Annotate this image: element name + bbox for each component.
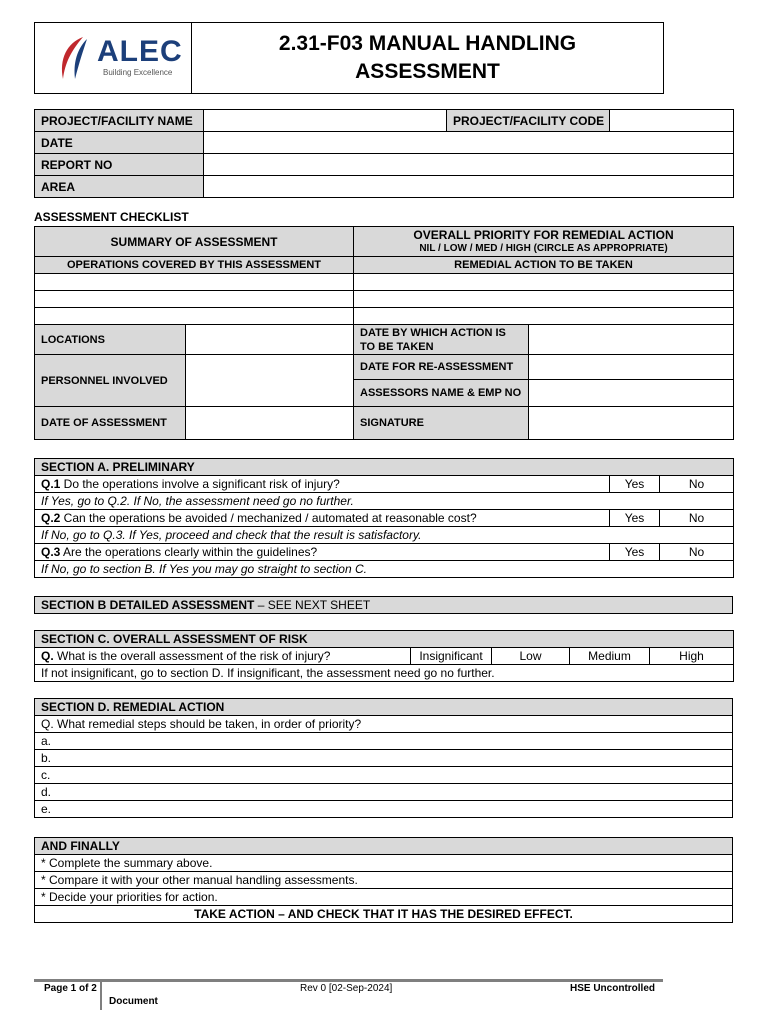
facility-code-field[interactable]: [610, 110, 734, 132]
locations-label: LOCATIONS: [35, 325, 186, 355]
report-no-label: REPORT NO: [35, 154, 204, 176]
logo-tagline: Building Excellence: [103, 68, 173, 77]
q1-note: If Yes, go to Q.2. If No, the assessment need go no further.: [35, 493, 734, 510]
q3-number: Q.3: [41, 545, 61, 559]
footer-divider: [100, 982, 102, 1010]
risk-question-text: What is the overall assessment of the risk of injury?: [53, 649, 331, 663]
date-label: DATE: [35, 132, 204, 154]
date-assessment-label: DATE OF ASSESSMENT: [35, 407, 186, 440]
operations-field-3[interactable]: [35, 308, 354, 325]
q1-yes-option[interactable]: Yes: [610, 476, 660, 493]
priority-options: NIL / LOW / MED / HIGH (CIRCLE AS APPROPRIATE): [419, 242, 668, 254]
document-header: [34, 22, 664, 94]
q2-question: [35, 510, 610, 527]
q1-number: Q.1: [41, 477, 61, 491]
facility-code-label: PROJECT/FACILITY CODE: [447, 110, 610, 132]
risk-option-low[interactable]: Low: [492, 648, 570, 665]
q3-yes-option[interactable]: Yes: [610, 544, 660, 561]
signature-label: SIGNATURE: [354, 407, 529, 440]
q3-note: If No, go to section B. If Yes you may go straight to section C.: [35, 561, 734, 578]
operations-field-2[interactable]: [35, 291, 354, 308]
section-b-label: SECTION B DETAILED ASSESSMENT: [41, 598, 255, 612]
q1-question: [35, 476, 610, 493]
footer-rule: [34, 979, 663, 982]
q3-question: [35, 544, 610, 561]
locations-field[interactable]: [186, 325, 354, 355]
assessors-field[interactable]: [529, 380, 734, 407]
footer-control-status: HSE Uncontrolled: [570, 983, 656, 994]
document-title: [192, 23, 663, 93]
remedial-field-2[interactable]: [354, 291, 734, 308]
logo-swoosh-icon: [53, 33, 103, 83]
date-field[interactable]: [204, 132, 734, 154]
q2-text: Can the operations be avoided / mechanized / automated at reasonable cost?: [60, 511, 477, 525]
finally-item-3: * Decide your priorities for action.: [35, 889, 733, 906]
risk-question: [35, 648, 411, 665]
signature-field[interactable]: [529, 407, 734, 440]
assessment-checklist-table: [34, 226, 734, 440]
section-c-title: SECTION C. OVERALL ASSESSMENT OF RISK: [35, 631, 734, 648]
title-line-2: ASSESSMENT: [355, 60, 500, 83]
remedial-question: Q. What remedial steps should be taken, in order of priority?: [35, 716, 733, 733]
risk-option-high[interactable]: High: [650, 648, 734, 665]
date-action-label-line-2: TO BE TAKEN: [360, 340, 434, 353]
reassessment-field[interactable]: [529, 355, 734, 380]
remedial-field-1[interactable]: [354, 274, 734, 291]
section-d-title: SECTION D. REMEDIAL ACTION: [35, 699, 733, 716]
section-d-table: [34, 698, 733, 818]
assessors-label: ASSESSORS NAME & EMP NO: [354, 380, 529, 407]
reassessment-label: DATE FOR RE-ASSESSMENT: [354, 355, 529, 380]
section-a-table: [34, 458, 734, 578]
finally-closing: TAKE ACTION – AND CHECK THAT IT HAS THE DESIRED EFFECT.: [35, 906, 733, 923]
q1-no-option[interactable]: No: [660, 476, 734, 493]
remedial-step-c[interactable]: c.: [35, 767, 733, 784]
footer-document-label: Document: [109, 996, 158, 1007]
title-line-1: 2.31-F03 MANUAL HANDLING: [278, 32, 577, 55]
personnel-field[interactable]: [186, 355, 354, 407]
finally-item-1: * Complete the summary above.: [35, 855, 733, 872]
footer-page-number: Page 1 of 2: [44, 983, 97, 994]
q2-note: If No, go to Q.3. If Yes, proceed and check that the result is satisfactory.: [35, 527, 734, 544]
date-action-label-line-1: DATE BY WHICH ACTION IS: [360, 326, 506, 339]
logo-wordmark: ALEC: [97, 35, 183, 68]
remedial-step-a[interactable]: a.: [35, 733, 733, 750]
section-b-table: [34, 596, 733, 614]
risk-option-insignificant[interactable]: Insignificant: [411, 648, 492, 665]
assessment-checklist-heading: ASSESSMENT CHECKLIST: [34, 210, 189, 224]
area-label: AREA: [35, 176, 204, 198]
summary-heading: SUMMARY OF ASSESSMENT: [35, 227, 354, 257]
risk-note: If not insignificant, go to section D. If insignificant, the assessment need go no further.: [35, 665, 734, 682]
company-logo: [53, 33, 183, 83]
date-action-label: [354, 325, 529, 355]
remedial-heading: REMEDIAL ACTION TO BE TAKEN: [354, 257, 734, 274]
section-c-table: [34, 630, 734, 682]
date-assessment-field[interactable]: [186, 407, 354, 440]
operations-field-1[interactable]: [35, 274, 354, 291]
and-finally-title: AND FINALLY: [35, 838, 733, 855]
remedial-step-d[interactable]: d.: [35, 784, 733, 801]
section-b-title: [35, 597, 733, 614]
and-finally-table: [34, 837, 733, 923]
priority-label: OVERALL PRIORITY FOR REMEDIAL ACTION: [413, 227, 674, 242]
project-info-table: [34, 109, 734, 198]
date-action-field[interactable]: [529, 325, 734, 355]
report-no-field[interactable]: [204, 154, 734, 176]
q3-no-option[interactable]: No: [660, 544, 734, 561]
section-a-title: SECTION A. PRELIMINARY: [35, 459, 734, 476]
q2-number: Q.2: [41, 511, 61, 525]
facility-name-label: PROJECT/FACILITY NAME: [35, 110, 204, 132]
personnel-label: PERSONNEL INVOLVED: [35, 355, 186, 407]
facility-name-field[interactable]: [204, 110, 447, 132]
risk-question-number: Q.: [41, 649, 54, 663]
q2-yes-option[interactable]: Yes: [610, 510, 660, 527]
finally-item-2: * Compare it with your other manual handling assessments.: [35, 872, 733, 889]
area-field[interactable]: [204, 176, 734, 198]
q1-text: Do the operations involve a significant risk of injury?: [60, 477, 340, 491]
remedial-step-e[interactable]: e.: [35, 801, 733, 818]
q3-text: Are the operations clearly within the guidelines?: [60, 545, 318, 559]
priority-heading: [354, 227, 734, 257]
remedial-step-b[interactable]: b.: [35, 750, 733, 767]
remedial-field-3[interactable]: [354, 308, 734, 325]
q2-no-option[interactable]: No: [660, 510, 734, 527]
operations-heading: OPERATIONS COVERED BY THIS ASSESSMENT: [35, 257, 354, 274]
risk-option-medium[interactable]: Medium: [570, 648, 650, 665]
section-b-suffix: – SEE NEXT SHEET: [254, 598, 371, 612]
footer-revision: Rev 0 [02-Sep-2024]: [300, 983, 393, 994]
